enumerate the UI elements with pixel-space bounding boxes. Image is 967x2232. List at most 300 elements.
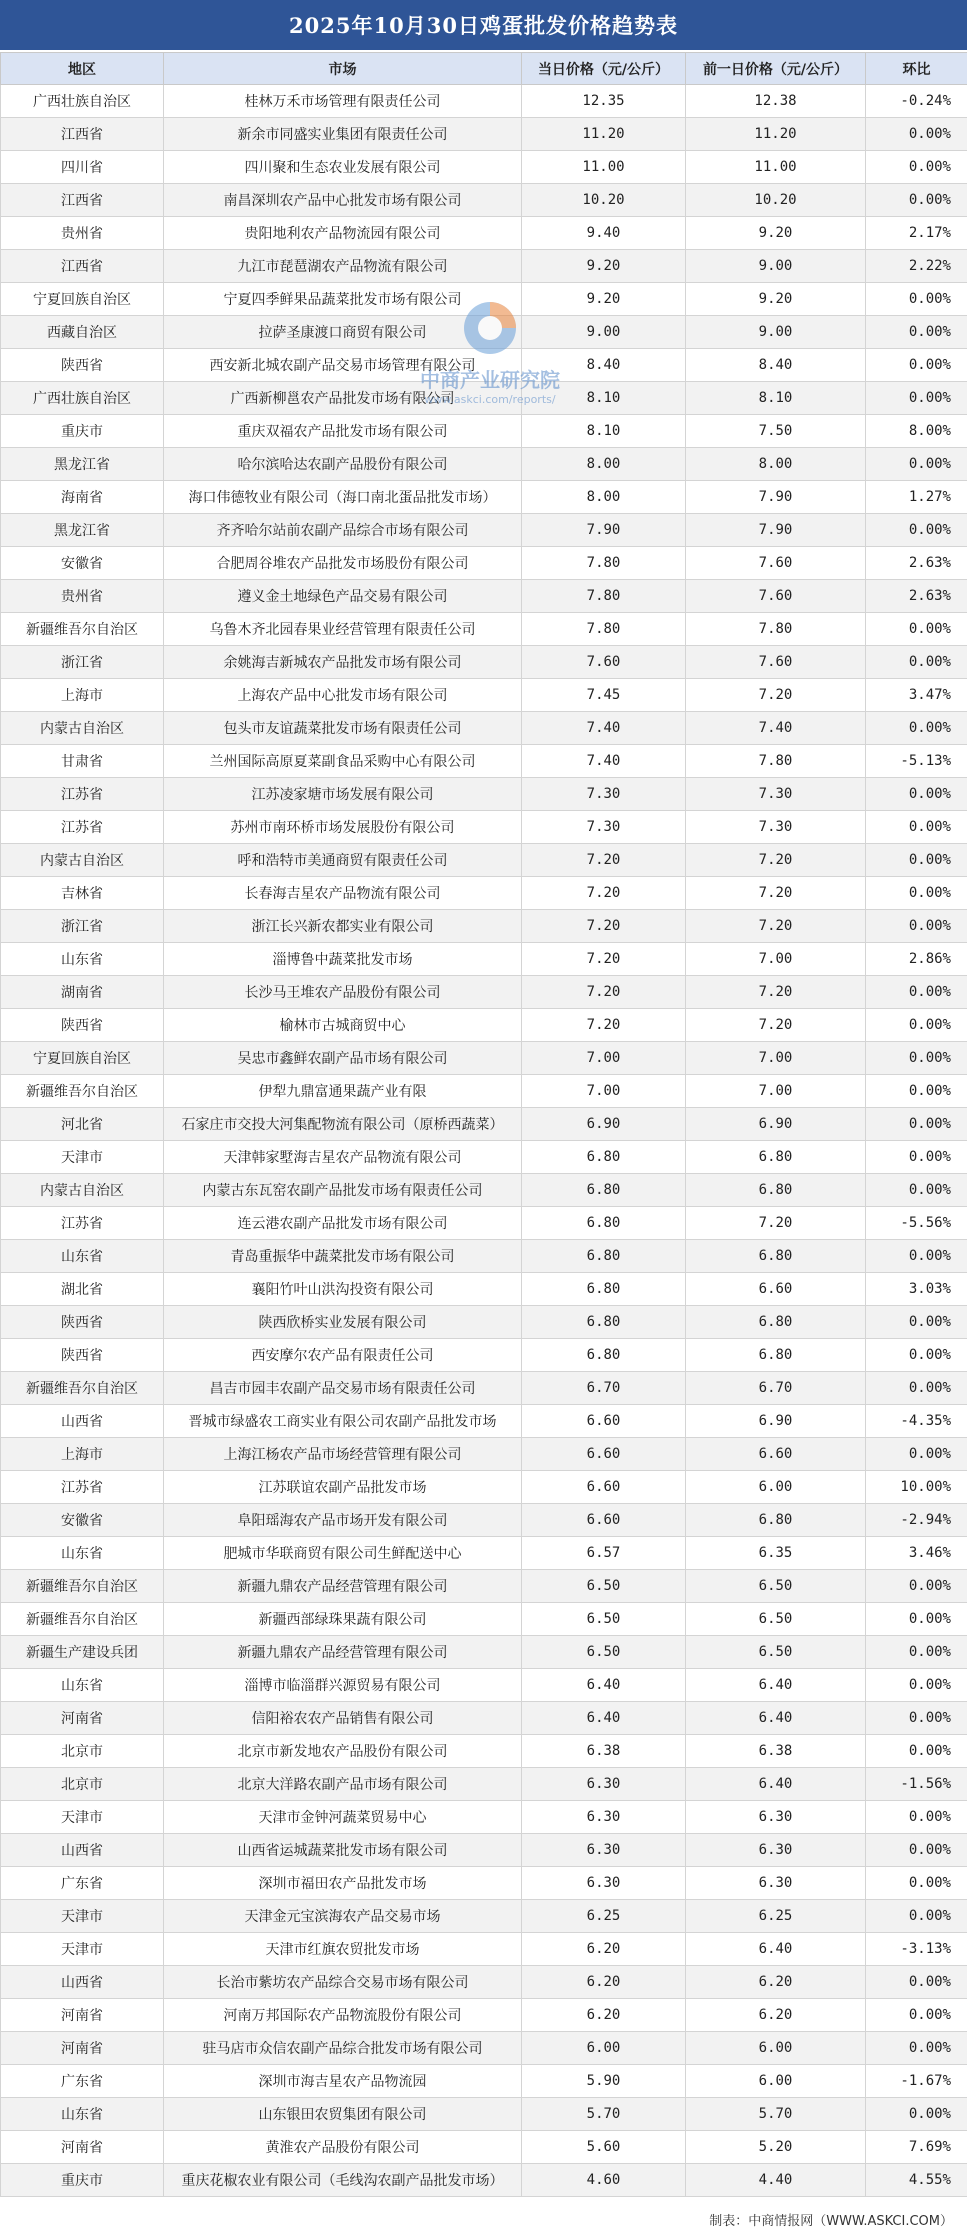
cell-today-price: 6.30 bbox=[522, 1867, 686, 1900]
cell-change: 3.03% bbox=[866, 1273, 967, 1306]
cell-change: 7.69% bbox=[866, 2131, 967, 2164]
cell-today-price: 6.30 bbox=[522, 1801, 686, 1834]
cell-market: 榆林市古城商贸中心 bbox=[164, 1009, 522, 1042]
cell-prev-price: 6.40 bbox=[686, 1702, 866, 1735]
cell-market: 北京市新发地农产品股份有限公司 bbox=[164, 1735, 522, 1768]
table-source-footer: 制表：中商情报网（WWW.ASKCI.COM） bbox=[709, 2213, 953, 2229]
cell-region: 重庆市 bbox=[1, 415, 164, 448]
cell-today-price: 6.40 bbox=[522, 1669, 686, 1702]
cell-change: 0.00% bbox=[866, 1735, 967, 1768]
column-header-region: 地区 bbox=[1, 53, 164, 85]
cell-today-price: 6.80 bbox=[522, 1339, 686, 1372]
cell-region: 上海市 bbox=[1, 1438, 164, 1471]
cell-today-price: 7.45 bbox=[522, 679, 686, 712]
cell-today-price: 5.60 bbox=[522, 2131, 686, 2164]
cell-region: 江苏省 bbox=[1, 811, 164, 844]
cell-market: 连云港农副产品批发市场有限公司 bbox=[164, 1207, 522, 1240]
cell-change: 0.00% bbox=[866, 1966, 967, 1999]
cell-prev-price: 6.30 bbox=[686, 1801, 866, 1834]
column-header-market: 市场 bbox=[164, 53, 522, 85]
table-row bbox=[1, 811, 967, 844]
cell-today-price: 7.20 bbox=[522, 844, 686, 877]
cell-change: 0.00% bbox=[866, 1042, 967, 1075]
cell-change: -5.13% bbox=[866, 745, 967, 778]
cell-market: 吴忠市鑫鲜农副产品市场有限公司 bbox=[164, 1042, 522, 1075]
cell-market: 昌吉市园丰农副产品交易市场有限责任公司 bbox=[164, 1372, 522, 1405]
table-row bbox=[1, 976, 967, 1009]
table-row bbox=[1, 1141, 967, 1174]
cell-change: 0.00% bbox=[866, 646, 967, 679]
table-row bbox=[1, 415, 967, 448]
cell-region: 湖北省 bbox=[1, 1273, 164, 1306]
table-row bbox=[1, 1570, 967, 1603]
table-row bbox=[1, 151, 967, 184]
cell-region: 湖南省 bbox=[1, 976, 164, 1009]
cell-market: 北京大洋路农副产品市场有限公司 bbox=[164, 1768, 522, 1801]
cell-today-price: 6.57 bbox=[522, 1537, 686, 1570]
column-header-today-price: 当日价格（元/公斤） bbox=[522, 53, 686, 85]
table-row bbox=[1, 1306, 967, 1339]
table-row bbox=[1, 943, 967, 976]
cell-market: 天津市红旗农贸批发市场 bbox=[164, 1933, 522, 1966]
cell-change: 0.00% bbox=[866, 910, 967, 943]
table-row bbox=[1, 1735, 967, 1768]
cell-market: 阜阳瑶海农产品市场开发有限公司 bbox=[164, 1504, 522, 1537]
cell-market: 包头市友谊蔬菜批发市场有限责任公司 bbox=[164, 712, 522, 745]
cell-today-price: 8.10 bbox=[522, 382, 686, 415]
cell-market: 长沙马王堆农产品股份有限公司 bbox=[164, 976, 522, 1009]
cell-prev-price: 4.40 bbox=[686, 2164, 866, 2197]
cell-region: 新疆维吾尔自治区 bbox=[1, 1372, 164, 1405]
cell-today-price: 6.80 bbox=[522, 1141, 686, 1174]
cell-prev-price: 6.80 bbox=[686, 1141, 866, 1174]
cell-market: 海口伟德牧业有限公司（海口南北蛋品批发市场） bbox=[164, 481, 522, 514]
cell-market: 呼和浩特市美通商贸有限责任公司 bbox=[164, 844, 522, 877]
cell-change: 2.86% bbox=[866, 943, 967, 976]
table-row bbox=[1, 712, 967, 745]
table-row bbox=[1, 1933, 967, 1966]
cell-prev-price: 6.80 bbox=[686, 1339, 866, 1372]
cell-market: 青岛重振华中蔬菜批发市场有限公司 bbox=[164, 1240, 522, 1273]
cell-change: 0.00% bbox=[866, 151, 967, 184]
cell-prev-price: 6.90 bbox=[686, 1108, 866, 1141]
cell-prev-price: 7.30 bbox=[686, 811, 866, 844]
cell-region: 天津市 bbox=[1, 1801, 164, 1834]
cell-prev-price: 9.00 bbox=[686, 316, 866, 349]
cell-region: 山东省 bbox=[1, 1537, 164, 1570]
cell-market: 浙江长兴新农都实业有限公司 bbox=[164, 910, 522, 943]
cell-prev-price: 7.60 bbox=[686, 547, 866, 580]
table-row bbox=[1, 1339, 967, 1372]
table-row bbox=[1, 1372, 967, 1405]
cell-change: 0.00% bbox=[866, 976, 967, 1009]
cell-market: 重庆花椒农业有限公司（毛线沟农副产品批发市场） bbox=[164, 2164, 522, 2197]
cell-region: 江苏省 bbox=[1, 1471, 164, 1504]
cell-prev-price: 7.00 bbox=[686, 943, 866, 976]
cell-region: 新疆维吾尔自治区 bbox=[1, 1570, 164, 1603]
cell-prev-price: 6.38 bbox=[686, 1735, 866, 1768]
cell-change: 0.00% bbox=[866, 778, 967, 811]
cell-market: 黄淮农产品股份有限公司 bbox=[164, 2131, 522, 2164]
cell-market: 新余市同盛实业集团有限责任公司 bbox=[164, 118, 522, 151]
cell-change: 0.00% bbox=[866, 1009, 967, 1042]
cell-prev-price: 6.50 bbox=[686, 1636, 866, 1669]
cell-prev-price: 11.00 bbox=[686, 151, 866, 184]
table-header-row bbox=[1, 53, 967, 85]
cell-prev-price: 7.80 bbox=[686, 613, 866, 646]
cell-market: 天津金元宝滨海农产品交易市场 bbox=[164, 1900, 522, 1933]
cell-market: 上海江杨农产品市场经营管理有限公司 bbox=[164, 1438, 522, 1471]
cell-market: 合肥周谷堆农产品批发市场股份有限公司 bbox=[164, 547, 522, 580]
cell-market: 贵阳地利农产品物流园有限公司 bbox=[164, 217, 522, 250]
table-row bbox=[1, 118, 967, 151]
table-row bbox=[1, 1207, 967, 1240]
cell-region: 西藏自治区 bbox=[1, 316, 164, 349]
table-row bbox=[1, 448, 967, 481]
cell-today-price: 6.38 bbox=[522, 1735, 686, 1768]
cell-today-price: 8.10 bbox=[522, 415, 686, 448]
cell-region: 广东省 bbox=[1, 2065, 164, 2098]
cell-prev-price: 11.20 bbox=[686, 118, 866, 151]
cell-today-price: 7.90 bbox=[522, 514, 686, 547]
cell-today-price: 11.00 bbox=[522, 151, 686, 184]
cell-change: 0.00% bbox=[866, 811, 967, 844]
cell-region: 宁夏回族自治区 bbox=[1, 283, 164, 316]
cell-region: 山东省 bbox=[1, 1669, 164, 1702]
cell-prev-price: 7.60 bbox=[686, 646, 866, 679]
cell-prev-price: 9.20 bbox=[686, 283, 866, 316]
cell-change: 0.00% bbox=[866, 448, 967, 481]
cell-change: -1.56% bbox=[866, 1768, 967, 1801]
cell-today-price: 7.30 bbox=[522, 811, 686, 844]
column-header-prev-price: 前一日价格（元/公斤） bbox=[686, 53, 866, 85]
cell-market: 伊犁九鼎富通果蔬产业有限 bbox=[164, 1075, 522, 1108]
cell-prev-price: 7.00 bbox=[686, 1075, 866, 1108]
cell-prev-price: 6.35 bbox=[686, 1537, 866, 1570]
cell-market: 余姚海吉新城农产品批发市场有限公司 bbox=[164, 646, 522, 679]
cell-market: 四川聚和生态农业发展有限公司 bbox=[164, 151, 522, 184]
cell-region: 四川省 bbox=[1, 151, 164, 184]
cell-region: 浙江省 bbox=[1, 646, 164, 679]
table-row bbox=[1, 778, 967, 811]
table-row bbox=[1, 1999, 967, 2032]
cell-change: 0.00% bbox=[866, 1999, 967, 2032]
cell-region: 贵州省 bbox=[1, 217, 164, 250]
cell-today-price: 6.80 bbox=[522, 1174, 686, 1207]
cell-change: -4.35% bbox=[866, 1405, 967, 1438]
cell-market: 拉萨圣康渡口商贸有限公司 bbox=[164, 316, 522, 349]
cell-prev-price: 8.00 bbox=[686, 448, 866, 481]
cell-region: 浙江省 bbox=[1, 910, 164, 943]
table-row bbox=[1, 910, 967, 943]
cell-region: 山东省 bbox=[1, 2098, 164, 2131]
cell-prev-price: 7.20 bbox=[686, 910, 866, 943]
table-row bbox=[1, 2065, 967, 2098]
cell-prev-price: 7.80 bbox=[686, 745, 866, 778]
cell-change: 10.00% bbox=[866, 1471, 967, 1504]
cell-today-price: 6.80 bbox=[522, 1306, 686, 1339]
cell-today-price: 7.60 bbox=[522, 646, 686, 679]
cell-prev-price: 7.20 bbox=[686, 1009, 866, 1042]
cell-prev-price: 6.40 bbox=[686, 1669, 866, 1702]
table-row bbox=[1, 1636, 967, 1669]
cell-today-price: 6.70 bbox=[522, 1372, 686, 1405]
cell-today-price: 6.20 bbox=[522, 1966, 686, 1999]
cell-today-price: 7.80 bbox=[522, 580, 686, 613]
cell-region: 江西省 bbox=[1, 118, 164, 151]
table-row bbox=[1, 1405, 967, 1438]
cell-market: 江苏联谊农副产品批发市场 bbox=[164, 1471, 522, 1504]
page-title: 2025年10月30日鸡蛋批发价格趋势表 bbox=[0, 0, 967, 50]
cell-region: 山西省 bbox=[1, 1834, 164, 1867]
cell-prev-price: 7.40 bbox=[686, 712, 866, 745]
cell-market: 西安新北城农副产品交易市场管理有限公司 bbox=[164, 349, 522, 382]
cell-prev-price: 12.38 bbox=[686, 85, 866, 118]
cell-change: -3.13% bbox=[866, 1933, 967, 1966]
table-row bbox=[1, 745, 967, 778]
table-row bbox=[1, 1075, 967, 1108]
cell-prev-price: 6.80 bbox=[686, 1504, 866, 1537]
cell-today-price: 6.20 bbox=[522, 1933, 686, 1966]
cell-prev-price: 6.20 bbox=[686, 1999, 866, 2032]
cell-change: 0.00% bbox=[866, 1075, 967, 1108]
cell-market: 乌鲁木齐北园春果业经营管理有限责任公司 bbox=[164, 613, 522, 646]
cell-today-price: 6.30 bbox=[522, 1834, 686, 1867]
cell-prev-price: 6.25 bbox=[686, 1900, 866, 1933]
cell-region: 新疆维吾尔自治区 bbox=[1, 613, 164, 646]
cell-region: 山东省 bbox=[1, 1240, 164, 1273]
cell-today-price: 11.20 bbox=[522, 118, 686, 151]
table-row bbox=[1, 1702, 967, 1735]
cell-change: 0.00% bbox=[866, 1306, 967, 1339]
cell-today-price: 6.80 bbox=[522, 1273, 686, 1306]
cell-region: 内蒙古自治区 bbox=[1, 712, 164, 745]
cell-market: 兰州国际高原夏菜副食品采购中心有限公司 bbox=[164, 745, 522, 778]
cell-market: 广西新柳邕农产品批发市场有限公司 bbox=[164, 382, 522, 415]
cell-market: 南昌深圳农产品中心批发市场有限公司 bbox=[164, 184, 522, 217]
cell-region: 天津市 bbox=[1, 1900, 164, 1933]
cell-change: 2.17% bbox=[866, 217, 967, 250]
table-row bbox=[1, 1504, 967, 1537]
cell-market: 上海农产品中心批发市场有限公司 bbox=[164, 679, 522, 712]
cell-market: 石家庄市交投大河集配物流有限公司（原桥西蔬菜） bbox=[164, 1108, 522, 1141]
cell-region: 陕西省 bbox=[1, 1009, 164, 1042]
cell-prev-price: 6.80 bbox=[686, 1240, 866, 1273]
table-row bbox=[1, 1471, 967, 1504]
cell-change: -2.94% bbox=[866, 1504, 967, 1537]
table-row bbox=[1, 877, 967, 910]
cell-today-price: 9.00 bbox=[522, 316, 686, 349]
cell-prev-price: 8.10 bbox=[686, 382, 866, 415]
watermark-name: 中商产业研究院 bbox=[420, 368, 560, 392]
cell-market: 西安摩尔农产品有限责任公司 bbox=[164, 1339, 522, 1372]
cell-today-price: 5.90 bbox=[522, 2065, 686, 2098]
cell-region: 新疆维吾尔自治区 bbox=[1, 1075, 164, 1108]
cell-region: 江苏省 bbox=[1, 778, 164, 811]
cell-change: 0.00% bbox=[866, 1801, 967, 1834]
cell-prev-price: 7.00 bbox=[686, 1042, 866, 1075]
cell-region: 黑龙江省 bbox=[1, 514, 164, 547]
table-row bbox=[1, 1768, 967, 1801]
cell-today-price: 8.00 bbox=[522, 481, 686, 514]
cell-region: 新疆维吾尔自治区 bbox=[1, 1603, 164, 1636]
cell-today-price: 6.20 bbox=[522, 1999, 686, 2032]
cell-change: 0.00% bbox=[866, 712, 967, 745]
table-row bbox=[1, 1966, 967, 1999]
cell-today-price: 8.00 bbox=[522, 448, 686, 481]
table-row bbox=[1, 679, 967, 712]
table-row bbox=[1, 2098, 967, 2131]
cell-market: 深圳市海吉星农产品物流园 bbox=[164, 2065, 522, 2098]
cell-prev-price: 6.30 bbox=[686, 1834, 866, 1867]
cell-prev-price: 7.20 bbox=[686, 679, 866, 712]
table-row bbox=[1, 217, 967, 250]
cell-region: 河南省 bbox=[1, 1702, 164, 1735]
cell-region: 江西省 bbox=[1, 250, 164, 283]
cell-today-price: 7.20 bbox=[522, 877, 686, 910]
cell-market: 九江市琵琶湖农产品物流有限公司 bbox=[164, 250, 522, 283]
cell-today-price: 7.40 bbox=[522, 712, 686, 745]
cell-region: 内蒙古自治区 bbox=[1, 1174, 164, 1207]
table-row bbox=[1, 1240, 967, 1273]
cell-region: 北京市 bbox=[1, 1735, 164, 1768]
cell-prev-price: 7.50 bbox=[686, 415, 866, 448]
cell-change: 0.00% bbox=[866, 1141, 967, 1174]
cell-prev-price: 7.20 bbox=[686, 877, 866, 910]
cell-change: 2.63% bbox=[866, 580, 967, 613]
cell-today-price: 6.60 bbox=[522, 1471, 686, 1504]
cell-prev-price: 7.20 bbox=[686, 844, 866, 877]
cell-region: 甘肃省 bbox=[1, 745, 164, 778]
cell-today-price: 7.20 bbox=[522, 976, 686, 1009]
cell-change: 0.00% bbox=[866, 184, 967, 217]
cell-prev-price: 6.70 bbox=[686, 1372, 866, 1405]
cell-market: 山西省运城蔬菜批发市场有限公司 bbox=[164, 1834, 522, 1867]
table-row bbox=[1, 2164, 967, 2197]
cell-change: 0.00% bbox=[866, 2098, 967, 2131]
table-row bbox=[1, 844, 967, 877]
cell-change: 0.00% bbox=[866, 1867, 967, 1900]
cell-today-price: 10.20 bbox=[522, 184, 686, 217]
cell-change: 0.00% bbox=[866, 1834, 967, 1867]
cell-today-price: 6.30 bbox=[522, 1768, 686, 1801]
table-row bbox=[1, 250, 967, 283]
cell-today-price: 6.50 bbox=[522, 1603, 686, 1636]
cell-prev-price: 6.90 bbox=[686, 1405, 866, 1438]
table-row bbox=[1, 1669, 967, 1702]
cell-market: 长春海吉星农产品物流有限公司 bbox=[164, 877, 522, 910]
cell-market: 内蒙古东瓦窑农副产品批发市场有限责任公司 bbox=[164, 1174, 522, 1207]
cell-market: 遵义金土地绿色产品交易有限公司 bbox=[164, 580, 522, 613]
cell-region: 广东省 bbox=[1, 1867, 164, 1900]
cell-market: 宁夏四季鲜果品蔬菜批发市场有限公司 bbox=[164, 283, 522, 316]
cell-change: 0.00% bbox=[866, 1339, 967, 1372]
cell-region: 广西壮族自治区 bbox=[1, 382, 164, 415]
cell-today-price: 6.90 bbox=[522, 1108, 686, 1141]
table-row bbox=[1, 1174, 967, 1207]
cell-market: 齐齐哈尔站前农副产品综合市场有限公司 bbox=[164, 514, 522, 547]
cell-change: 0.00% bbox=[866, 2032, 967, 2065]
cell-region: 新疆生产建设兵团 bbox=[1, 1636, 164, 1669]
cell-today-price: 7.20 bbox=[522, 910, 686, 943]
cell-prev-price: 6.00 bbox=[686, 1471, 866, 1504]
cell-change: 0.00% bbox=[866, 382, 967, 415]
cell-market: 长治市紫坊农产品综合交易市场有限公司 bbox=[164, 1966, 522, 1999]
table-row bbox=[1, 1867, 967, 1900]
cell-prev-price: 6.50 bbox=[686, 1603, 866, 1636]
cell-change: 4.55% bbox=[866, 2164, 967, 2197]
cell-today-price: 7.80 bbox=[522, 613, 686, 646]
cell-region: 陕西省 bbox=[1, 349, 164, 382]
cell-region: 宁夏回族自治区 bbox=[1, 1042, 164, 1075]
table-row bbox=[1, 1801, 967, 1834]
cell-change: 0.00% bbox=[866, 1108, 967, 1141]
table-row bbox=[1, 382, 967, 415]
cell-prev-price: 9.20 bbox=[686, 217, 866, 250]
cell-market: 新疆九鼎农产品经营管理有限公司 bbox=[164, 1570, 522, 1603]
cell-today-price: 9.20 bbox=[522, 283, 686, 316]
cell-prev-price: 8.40 bbox=[686, 349, 866, 382]
cell-market: 天津韩家墅海吉星农产品物流有限公司 bbox=[164, 1141, 522, 1174]
cell-today-price: 6.60 bbox=[522, 1405, 686, 1438]
cell-market: 新疆九鼎农产品经营管理有限公司 bbox=[164, 1636, 522, 1669]
cell-today-price: 12.35 bbox=[522, 85, 686, 118]
cell-today-price: 6.50 bbox=[522, 1636, 686, 1669]
cell-region: 安徽省 bbox=[1, 1504, 164, 1537]
cell-today-price: 7.30 bbox=[522, 778, 686, 811]
cell-market: 江苏凌家塘市场发展有限公司 bbox=[164, 778, 522, 811]
cell-market: 深圳市福田农产品批发市场 bbox=[164, 1867, 522, 1900]
cell-market: 哈尔滨哈达农副产品股份有限公司 bbox=[164, 448, 522, 481]
cell-region: 重庆市 bbox=[1, 2164, 164, 2197]
cell-change: 0.00% bbox=[866, 1372, 967, 1405]
cell-change: 0.00% bbox=[866, 1438, 967, 1471]
table-row bbox=[1, 85, 967, 118]
cell-change: 0.00% bbox=[866, 877, 967, 910]
table-row bbox=[1, 481, 967, 514]
cell-region: 陕西省 bbox=[1, 1339, 164, 1372]
cell-change: -5.56% bbox=[866, 1207, 967, 1240]
cell-prev-price: 6.30 bbox=[686, 1867, 866, 1900]
table-row bbox=[1, 646, 967, 679]
watermark-url: www.askci.com/reports/ bbox=[424, 393, 556, 406]
cell-region: 天津市 bbox=[1, 1141, 164, 1174]
table-row bbox=[1, 514, 967, 547]
cell-market: 晋城市绿盛农工商实业有限公司农副产品批发市场 bbox=[164, 1405, 522, 1438]
cell-market: 淄博鲁中蔬菜批发市场 bbox=[164, 943, 522, 976]
cell-change: 0.00% bbox=[866, 1174, 967, 1207]
cell-prev-price: 6.80 bbox=[686, 1306, 866, 1339]
cell-today-price: 7.00 bbox=[522, 1042, 686, 1075]
cell-market: 肥城市华联商贸有限公司生鲜配送中心 bbox=[164, 1537, 522, 1570]
cell-region: 天津市 bbox=[1, 1933, 164, 1966]
cell-today-price: 9.40 bbox=[522, 217, 686, 250]
cell-change: -0.24% bbox=[866, 85, 967, 118]
cell-today-price: 9.20 bbox=[522, 250, 686, 283]
column-header-change: 环比 bbox=[866, 53, 967, 85]
cell-today-price: 6.40 bbox=[522, 1702, 686, 1735]
table-row bbox=[1, 283, 967, 316]
table-row bbox=[1, 1834, 967, 1867]
cell-region: 内蒙古自治区 bbox=[1, 844, 164, 877]
cell-region: 广西壮族自治区 bbox=[1, 85, 164, 118]
cell-today-price: 6.80 bbox=[522, 1240, 686, 1273]
cell-today-price: 5.70 bbox=[522, 2098, 686, 2131]
cell-change: 0.00% bbox=[866, 349, 967, 382]
cell-change: 0.00% bbox=[866, 1669, 967, 1702]
cell-prev-price: 5.20 bbox=[686, 2131, 866, 2164]
table-row bbox=[1, 580, 967, 613]
